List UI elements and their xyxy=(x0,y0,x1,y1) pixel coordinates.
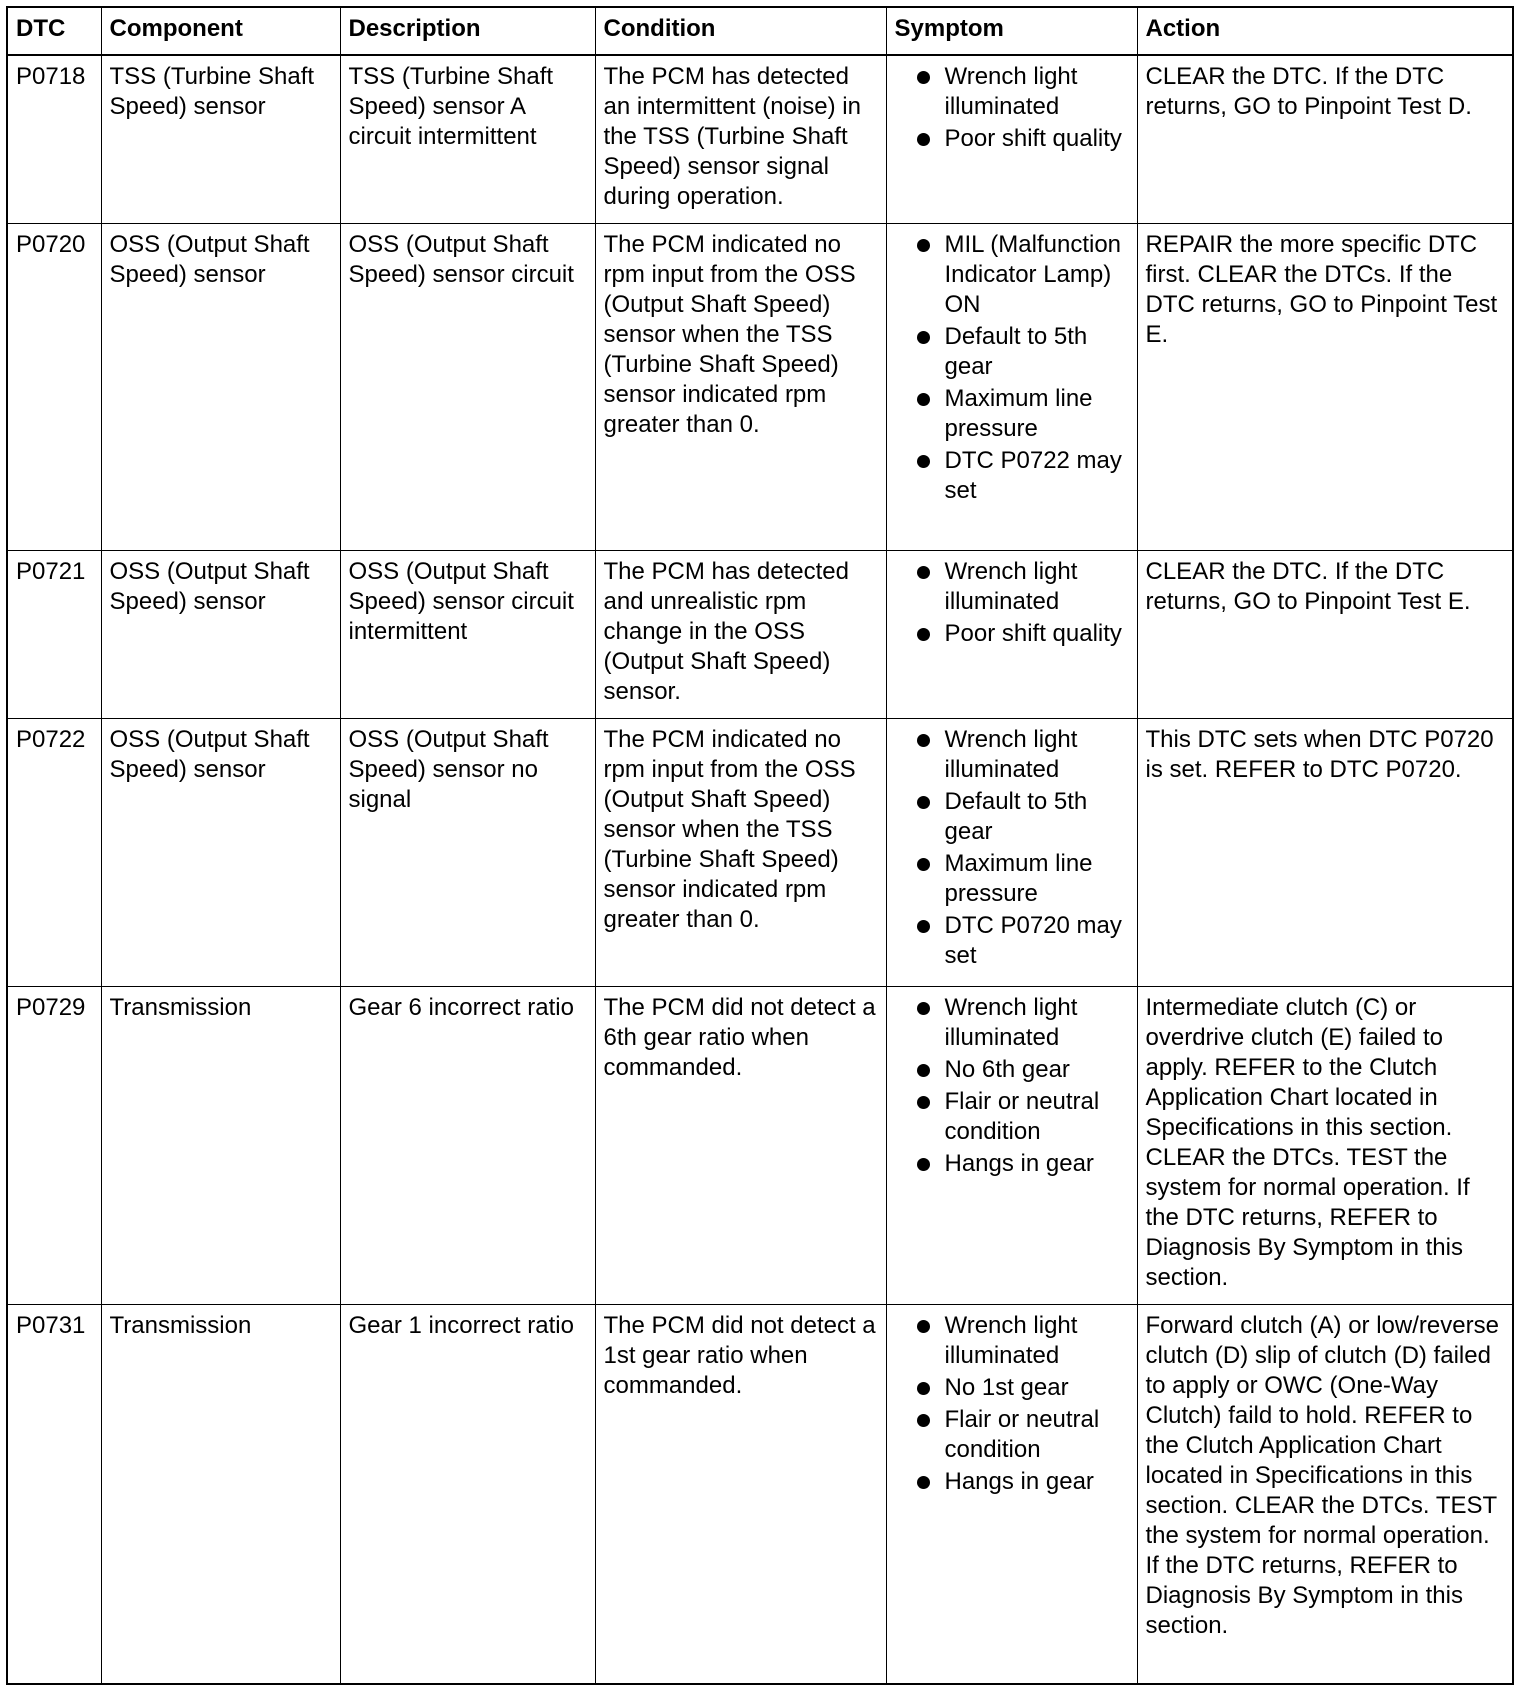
symptom-text: DTC P0720 may set xyxy=(944,911,1122,969)
bullet-icon xyxy=(917,455,930,468)
cell-condition: The PCM did not detect a 6th gear ratio when commanded. xyxy=(595,986,886,1304)
table-row xyxy=(7,986,1513,1304)
cell-condition: The PCM has detected an intermittent (noise) in the TSS (Turbine Shaft Speed) sensor signal during operation. xyxy=(595,55,886,223)
symptom-item xyxy=(895,557,1129,617)
symptom-text: Maximum line pressure xyxy=(944,849,1093,907)
cell-condition: The PCM did not detect a 1st gear ratio when commanded. xyxy=(595,1304,886,1684)
symptom-text: DTC P0722 may set xyxy=(944,446,1122,504)
symptom-text: Maximum line pressure xyxy=(944,384,1093,442)
cell-symptom xyxy=(886,718,1137,986)
header-action: Action xyxy=(1137,7,1513,55)
symptom-item xyxy=(895,1405,1129,1465)
symptom-text: Wrench light illuminated xyxy=(944,1311,1078,1369)
symptom-item xyxy=(895,62,1129,122)
symptom-item xyxy=(895,1467,1129,1497)
symptom-item xyxy=(895,1311,1129,1371)
bullet-icon xyxy=(917,1096,930,1109)
cell-action: Forward clutch (A) or low/reverse clutch (D) slip of clutch (D) failed to apply or OWC (One-Way Clutch) faild to hold. REFER to the Clutch Application Chart located in Specifications in this section. CLEAR the DTCs. TEST the system for normal operation. If the DTC returns, REFER to Diagnosis By Symptom in this section. xyxy=(1137,1304,1513,1684)
table-header-row xyxy=(7,7,1513,55)
cell-symptom xyxy=(886,986,1137,1304)
bullet-icon xyxy=(917,796,930,809)
symptom-text: Poor shift quality xyxy=(944,125,1122,152)
cell-action: CLEAR the DTC. If the DTC returns, GO to Pinpoint Test D. xyxy=(1137,55,1513,223)
cell-condition: The PCM has detected and unrealistic rpm change in the OSS (Output Shaft Speed) sensor. xyxy=(595,550,886,718)
cell-component: OSS (Output Shaft Speed) sensor xyxy=(101,718,340,986)
symptom-text: No 1st gear xyxy=(944,1373,1069,1401)
cell-action: Intermediate clutch (C) or overdrive clutch (E) failed to apply. REFER to the Clutch Application Chart located in Specifications in this section. CLEAR the DTCs. TEST the system for normal operation. If the DTC returns, REFER to Diagnosis By Symptom in this section. xyxy=(1137,986,1513,1304)
cell-symptom xyxy=(886,223,1137,550)
bullet-icon xyxy=(917,1382,930,1395)
symptom-list xyxy=(895,62,1129,154)
symptom-item xyxy=(895,993,1129,1053)
cell-description: TSS (Turbine Shaft Speed) sensor A circuit intermittent xyxy=(340,55,595,223)
cell-condition: The PCM indicated no rpm input from the OSS (Output Shaft Speed) sensor when the TSS (Turbine Shaft Speed) sensor indicated rpm greater than 0. xyxy=(595,223,886,550)
symptom-text: Wrench light illuminated xyxy=(944,993,1078,1051)
bullet-icon xyxy=(917,858,930,871)
cell-component: TSS (Turbine Shaft Speed) sensor xyxy=(101,55,340,223)
cell-description: OSS (Output Shaft Speed) sensor circuit xyxy=(340,223,595,550)
cell-action: REPAIR the more specific DTC first. CLEAR the DTCs. If the DTC returns, GO to Pinpoint Test E. xyxy=(1137,223,1513,550)
dtc-table xyxy=(6,6,1514,1685)
bullet-icon xyxy=(917,1414,930,1427)
bullet-icon xyxy=(917,393,930,406)
bullet-icon xyxy=(917,331,930,344)
symptom-item xyxy=(895,124,1129,154)
bullet-icon xyxy=(917,1002,930,1015)
symptom-list xyxy=(895,230,1129,506)
table-row xyxy=(7,55,1513,223)
cell-component: Transmission xyxy=(101,1304,340,1684)
bullet-icon xyxy=(917,133,930,146)
table-row xyxy=(7,550,1513,718)
symptom-text: Default to 5th gear xyxy=(944,787,1088,845)
cell-dtc: P0720 xyxy=(7,223,101,550)
cell-description: OSS (Output Shaft Speed) sensor circuit intermittent xyxy=(340,550,595,718)
symptom-text: Wrench light illuminated xyxy=(944,557,1078,615)
symptom-list xyxy=(895,993,1129,1179)
bullet-icon xyxy=(917,1320,930,1333)
bullet-icon xyxy=(917,628,930,641)
cell-action: This DTC sets when DTC P0720 is set. REFER to DTC P0720. xyxy=(1137,718,1513,986)
symptom-list xyxy=(895,557,1129,649)
cell-description: OSS (Output Shaft Speed) sensor no signal xyxy=(340,718,595,986)
cell-dtc: P0722 xyxy=(7,718,101,986)
cell-action: CLEAR the DTC. If the DTC returns, GO to Pinpoint Test E. xyxy=(1137,550,1513,718)
bullet-icon xyxy=(917,1158,930,1171)
bullet-icon xyxy=(917,71,930,84)
cell-description: Gear 6 incorrect ratio xyxy=(340,986,595,1304)
cell-dtc: P0718 xyxy=(7,55,101,223)
table-row xyxy=(7,223,1513,550)
symptom-item xyxy=(895,1055,1129,1085)
symptom-text: Poor shift quality xyxy=(944,619,1122,647)
cell-dtc: P0729 xyxy=(7,986,101,1304)
cell-component: OSS (Output Shaft Speed) sensor xyxy=(101,550,340,718)
bullet-icon xyxy=(917,1476,930,1489)
symptom-text: No 6th gear xyxy=(944,1055,1070,1083)
symptom-text: Hangs in gear xyxy=(944,1149,1094,1177)
symptom-text: Flair or neutral condition xyxy=(944,1087,1100,1145)
table-row xyxy=(7,1304,1513,1684)
bullet-icon xyxy=(917,239,930,252)
cell-component: Transmission xyxy=(101,986,340,1304)
symptom-item xyxy=(895,322,1129,382)
symptom-item xyxy=(895,911,1129,971)
header-description: Description xyxy=(340,7,595,55)
symptom-item xyxy=(895,849,1129,909)
symptom-item xyxy=(895,725,1129,785)
symptom-item xyxy=(895,1373,1129,1403)
symptom-text: Default to 5th gear xyxy=(944,322,1088,380)
bullet-icon xyxy=(917,1064,930,1077)
symptom-item xyxy=(895,446,1129,506)
cell-condition: The PCM indicated no rpm input from the OSS (Output Shaft Speed) sensor when the TSS (Turbine Shaft Speed) sensor indicated rpm greater than 0. xyxy=(595,718,886,986)
symptom-item xyxy=(895,1149,1129,1179)
cell-symptom xyxy=(886,55,1137,223)
cell-dtc: P0721 xyxy=(7,550,101,718)
symptom-list xyxy=(895,1311,1129,1497)
header-dtc: DTC xyxy=(7,7,101,55)
symptom-text: Hangs in gear xyxy=(944,1467,1094,1495)
bullet-icon xyxy=(917,920,930,933)
symptom-list xyxy=(895,725,1129,971)
cell-description: Gear 1 incorrect ratio xyxy=(340,1304,595,1684)
header-component: Component xyxy=(101,7,340,55)
cell-dtc: P0731 xyxy=(7,1304,101,1684)
symptom-item xyxy=(895,1087,1129,1147)
header-symptom: Symptom xyxy=(886,7,1137,55)
symptom-item xyxy=(895,384,1129,444)
symptom-item xyxy=(895,787,1129,847)
cell-component: OSS (Output Shaft Speed) sensor xyxy=(101,223,340,550)
symptom-text: Wrench light illuminated xyxy=(944,725,1078,783)
dtc-table-container xyxy=(6,6,1514,1685)
symptom-text: MIL (Malfunction Indicator Lamp) ON xyxy=(944,230,1122,318)
table-row xyxy=(7,718,1513,986)
symptom-text: Flair or neutral condition xyxy=(944,1405,1100,1463)
bullet-icon xyxy=(917,734,930,747)
cell-symptom xyxy=(886,550,1137,718)
symptom-item xyxy=(895,619,1129,649)
cell-symptom xyxy=(886,1304,1137,1684)
symptom-text: Wrench light illuminated xyxy=(944,63,1078,120)
bullet-icon xyxy=(917,566,930,579)
symptom-item xyxy=(895,230,1129,320)
header-condition: Condition xyxy=(595,7,886,55)
